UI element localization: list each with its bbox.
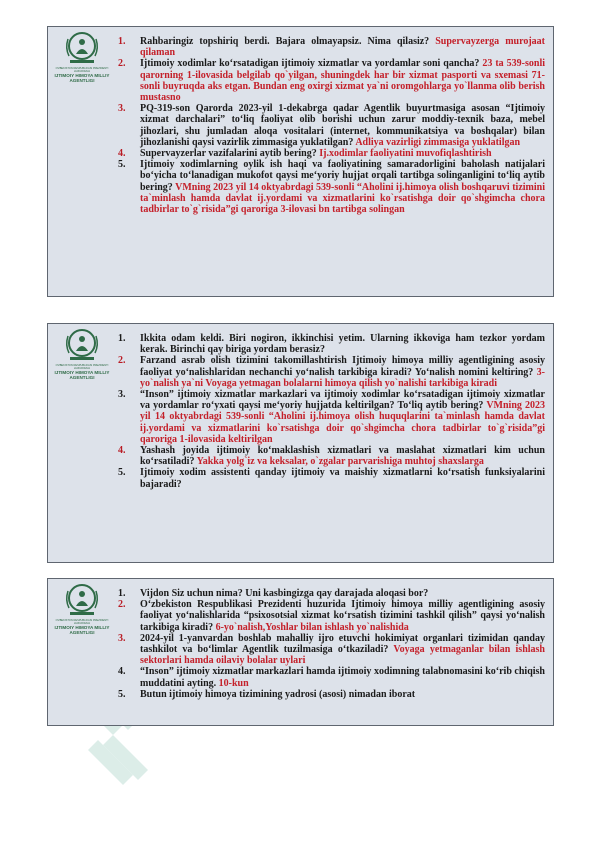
question-number: 4. <box>118 445 126 457</box>
question-number: 2. <box>118 58 126 70</box>
question-body <box>140 599 545 633</box>
question-item <box>118 355 545 389</box>
question-text: PQ-319-son Qarorda 2023-yil 1-dekabrga qadar Agentlik buyurtmasiga asosan “Ijtimoiy xizmat darchalari” to‘liq faoliyat olib borishi uchun zarur moddiy-texnik baza, mebel jihozlari, shu jumladan aloqa vositalari (internet, kommunikatsiya va boshqalar) bilan jihozlanishi qaysi vazirlik zimmasiga yuklatilgan? <box>140 103 545 148</box>
answer-text: 23 ta 539-sonli qarorning 1-ilovasida belgilab qo`yilgan, shuningdek har bir xizmat pasporti va sxemasi 71-sonli buyruqda aks etgan. Bundan eng oxirgi xizmat ya`ni oromgohlarga yo`llanma olib berish mustasno <box>140 58 546 104</box>
question-text: Vijdon Siz uchun nima? Uni kasbingizga qay darajada aloqasi bor? <box>140 588 429 599</box>
question-item <box>118 159 545 215</box>
question-number: 1. <box>118 333 126 344</box>
question-body <box>140 467 545 489</box>
question-item <box>118 666 545 688</box>
question-body <box>140 103 545 148</box>
question-item <box>118 148 545 159</box>
question-text: Supervayzerlar vazifalarini aytib bering? <box>140 148 320 160</box>
question-body <box>140 588 545 599</box>
logo-small-text: O'ZBEKISTON RESPUBLIKASI PREZIDENTI HUZURIDAGI <box>55 364 109 370</box>
question-body <box>140 36 545 58</box>
question-body <box>140 333 545 355</box>
answer-text: 3-yo`nalish ya`ni Voyaga yetmagan bolalarni himoya qilish yo`nalishi tarkibiga kiradi <box>140 366 545 389</box>
question-number: 3. <box>118 632 126 644</box>
question-text: “Inson” ijtimoiy xizmatlar markazlari hamda ijtimoiy xodimning talabnomasini ko‘rib chiqish muddatini ayting. <box>140 666 545 689</box>
question-number: 1. <box>118 588 126 599</box>
question-body <box>140 445 545 467</box>
question-text: O‘zbekiston Respublikasi Prezidenti huzurida Ijtimoiy himoya milliy agentligining asosiy faoliyat yo‘nalishlarida “psixosotsial xizmat ko‘rsatish tizimini tashkil qilish” qaysi yo‘nalish tarkibiga kiradi? <box>140 599 545 633</box>
answer-text: Adliya vazirligi zimmasiga yuklatilgan <box>355 136 521 148</box>
question-text: Ijtimoiy xodim assistenti qanday ijtimoiy va maishiy xizmatlarni ko‘rsatish funksiyalarini bajaradi? <box>140 467 545 490</box>
logo-agency-line2: AGENTLIGI <box>69 630 95 635</box>
logo-agency-line2: AGENTLIGI <box>69 375 95 380</box>
answer-text: Supervayzerga murojaat qilaman <box>140 36 546 59</box>
question-item <box>118 58 545 103</box>
answer-text: Ij.xodimlar faoliyatini muvofiqlashtirish <box>319 148 492 160</box>
question-body <box>140 689 545 700</box>
logo-small-text: O'ZBEKISTON RESPUBLIKASI PREZIDENTI HUZURIDAGI <box>55 67 109 73</box>
logo-agency-line2: AGENTLIGI <box>69 78 95 83</box>
question-number: 5. <box>118 159 126 171</box>
question-text: Ijtimoiy xodimlar ko‘rsatadigan ijtimoiy xizmatlar va yordamlar soni qancha? <box>140 58 483 70</box>
question-body <box>140 159 545 215</box>
question-body <box>140 633 545 667</box>
question-number: 5. <box>118 688 126 700</box>
question-card-3 <box>47 578 554 726</box>
question-item <box>118 103 545 148</box>
question-number: 4. <box>118 666 126 678</box>
agency-logo <box>49 30 115 83</box>
question-item <box>118 599 545 633</box>
agency-emblem-icon <box>62 582 102 618</box>
question-text: Rahbaringiz topshiriq berdi. Bajara olmayapsiz. Nima qilasiz? <box>140 36 436 47</box>
question-text: “Inson” ijtimoiy xizmatlar markazlari va ijtimoiy xodimlar ko‘rsatadigan ijtimoiy xizmatlar va yordamlar ro‘yxati qaysi me‘yoriy hujjatda keltirilgan? To‘liq aytib bering? <box>140 389 545 412</box>
question-item <box>118 633 545 667</box>
question-text: Farzand asrab olish tizimini takomillashtirish Ijtimoiy himoya milliy agentligining asosiy faoliyat yo‘nalishlaridan nechanchi yo‘nalish tarkibiga kiradi? Yo‘nalish nomini keltiring? <box>140 355 545 378</box>
question-text: Ijtimoiy xodimlarning oylik ish haqi va faoliyatining samaradorligini baholash natijalari bo‘yicha to‘lanadigan mukofot qaysi me‘yoriy hujjat orqali tartibga solinganligini to‘liq aytib bering? <box>140 159 545 193</box>
answer-text: Yakka yolg`iz va keksalar, o`zgalar parvarishiga muhtoj shaxslarga <box>196 456 484 468</box>
answer-text: VMning 2023 yil 14 oktyabrdagi 539-sonli “Aholini ij.himoya olish huquqlarini ta`minlash hamda davlat ij.yordami va xizmatlarini ko`rsatishga doir qo`shgimcha chora tadbirlar to`g`risida”gi qaroriga 1-ilovasida keltirilgan <box>140 400 546 445</box>
logo-agency-line1: IJTIMOIY HIMOYA MILLIY <box>54 370 110 375</box>
question-body <box>140 58 545 103</box>
question-list <box>118 333 545 490</box>
question-list <box>118 588 545 700</box>
question-number: 2. <box>118 599 126 611</box>
question-text: Ikkita odam keldi. Biri nogiron, ikkinchisi yetim. Ularning ikkoviga ham tezkor yordam kerak. Birinchi qay biriga yordam berasiz? <box>140 333 545 356</box>
question-number: 3. <box>118 389 126 401</box>
answer-text: 10-kun <box>218 677 249 689</box>
question-text: Yashash joyida ijtimoiy ko‘maklashish xizmatlari va maslahat xizmatlari kim uchun ko‘rsatiladi? <box>140 445 545 468</box>
agency-logo <box>49 582 115 635</box>
agency-emblem-icon <box>62 327 102 363</box>
question-number: 1. <box>118 36 126 47</box>
question-item <box>118 36 545 58</box>
question-card-1 <box>47 26 554 297</box>
question-text: Butun ijtimoiy himoya tizimining yadrosi (asosi) nimadan iborat <box>140 688 416 700</box>
logo-agency-line1: IJTIMOIY HIMOYA MILLIY <box>54 73 110 78</box>
logo-small-text: O'ZBEKISTON RESPUBLIKASI PREZIDENTI HUZURIDAGI <box>55 619 109 625</box>
agency-logo <box>49 327 115 380</box>
logo-agency-line1: IJTIMOIY HIMOYA MILLIY <box>54 625 110 630</box>
question-number: 2. <box>118 355 126 367</box>
question-number: 5. <box>118 467 126 479</box>
question-body <box>140 389 545 445</box>
question-item <box>118 445 545 467</box>
question-item <box>118 588 545 599</box>
question-card-2 <box>47 323 554 563</box>
answer-text: VMning 2023 yil 14 oktyabrdagi 539-sonli “Aholini ij.himoya olish boshqaruvi tizimini ta`minlash hamda davlat ij.yordami va xizmatlarini ko`rsatishga doir qo`shgimcha chora tadbirlar to`g`risida”gi qaroriga 3-ilovasi bn tartibga solingan <box>140 181 545 216</box>
agency-emblem-icon <box>62 30 102 66</box>
question-number: 4. <box>118 148 126 160</box>
question-item <box>118 333 545 355</box>
question-list <box>118 36 545 215</box>
question-body <box>140 355 545 389</box>
question-body <box>140 666 545 688</box>
question-body <box>140 148 545 159</box>
question-item <box>118 689 545 700</box>
question-text: 2024-yil 1-yanvardan boshlab mahalliy ijro etuvchi hokimiyat organlari tizimidan qanday tashkilot va bo‘limlar Agentlik tuzilmasiga o‘tkaziladi? <box>140 632 545 656</box>
answer-text: 6-yo`nalish,Yoshlar bilan ishlash yo`nalishida <box>215 621 409 633</box>
question-item <box>118 467 545 489</box>
question-item <box>118 389 545 445</box>
answer-text: Voyaga yetmaganlar bilan ishlash sektorlari hamda oilaviy bolalar uylari <box>140 644 545 667</box>
question-number: 3. <box>118 103 126 115</box>
